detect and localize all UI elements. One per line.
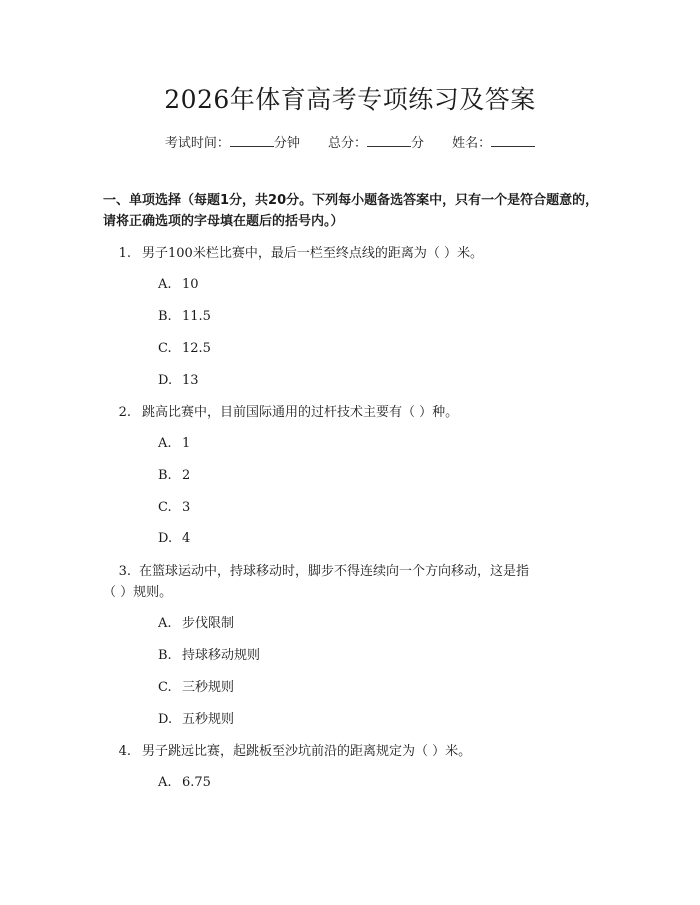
exam-time-field [165, 132, 300, 151]
option-text: 10 [182, 277, 199, 292]
option-text: 3 [182, 500, 191, 515]
exam-time-blank[interactable] [230, 134, 274, 147]
document-title: 2026年体育高考专项练习及答案 [164, 85, 536, 114]
question-2 [103, 402, 598, 423]
option-letter: C. [158, 500, 172, 515]
question-3 [103, 561, 598, 603]
option-letter: B. [158, 468, 172, 483]
exam-time-unit: 分钟 [273, 136, 300, 151]
option-1d[interactable] [158, 372, 199, 390]
question-text: 在篮球运动中，持球移动时，脚步不得连续向一个方向移动，这是指 [139, 564, 530, 579]
option-text: 11.5 [182, 309, 211, 324]
option-text: 三秒规则 [182, 680, 235, 695]
option-letter: D. [158, 531, 173, 546]
option-2d[interactable] [158, 530, 190, 548]
option-text: 步伐限制 [182, 616, 235, 631]
option-text: 12.5 [182, 341, 211, 356]
option-letter: D. [158, 712, 173, 727]
option-2a[interactable] [158, 435, 190, 453]
option-3d[interactable] [158, 711, 234, 729]
option-text: 五秒规则 [182, 712, 235, 727]
option-4a[interactable] [158, 774, 211, 792]
total-score-label: 总分： [327, 136, 367, 151]
option-text: 持球移动规则 [182, 648, 261, 663]
question-text: 男子100米栏比赛中，最后一栏至终点线的距离为（ ）米。 [142, 246, 483, 261]
option-1a[interactable] [158, 276, 199, 294]
total-score-field [328, 132, 424, 151]
option-letter: C. [158, 341, 172, 356]
option-text: 4 [182, 531, 191, 546]
question-line-1 [103, 561, 598, 582]
option-text: 6.75 [182, 775, 211, 790]
total-score-blank[interactable] [367, 134, 411, 147]
option-letter: A. [158, 775, 172, 790]
total-score-unit: 分 [411, 136, 425, 151]
option-1c[interactable] [158, 340, 211, 358]
exam-meta-line [0, 132, 700, 151]
option-letter: A. [158, 436, 172, 451]
option-3a[interactable] [158, 615, 234, 633]
option-text: 2 [182, 468, 191, 483]
name-blank[interactable] [491, 134, 535, 147]
name-label: 姓名： [452, 136, 492, 151]
option-letter: B. [158, 309, 172, 324]
question-4 [103, 741, 598, 762]
option-1b[interactable] [158, 308, 211, 326]
option-letter: D. [158, 373, 173, 388]
question-number: 4. [118, 744, 131, 759]
exam-time-label: 考试时间： [164, 136, 230, 151]
section-heading: 一、单项选择（每题1分，共20分。下列每小题备选答案中，只有一个是符合题意的，请将正确选项的字母填在题后的括号内。） [103, 193, 599, 229]
question-text: 跳高比赛中，目前国际通用的过杆技术主要有（ ）种。 [142, 405, 459, 420]
option-letter: A. [158, 277, 172, 292]
option-letter: B. [158, 648, 172, 663]
question-1 [103, 243, 598, 264]
option-3b[interactable] [158, 647, 260, 665]
option-letter: A. [158, 616, 172, 631]
name-field [452, 132, 535, 151]
question-number: 2. [118, 405, 131, 420]
question-line-2: （ ）规则。 [103, 585, 173, 600]
option-letter: C. [158, 680, 172, 695]
option-2c[interactable] [158, 499, 190, 517]
question-number: 3. [118, 564, 131, 579]
question-text: 男子跳远比赛，起跳板至沙坑前沿的距离规定为（ ）米。 [142, 744, 472, 759]
option-text: 13 [182, 373, 199, 388]
option-text: 1 [182, 436, 191, 451]
option-3c[interactable] [158, 679, 234, 697]
question-number: 1. [118, 246, 131, 261]
option-2b[interactable] [158, 467, 190, 485]
